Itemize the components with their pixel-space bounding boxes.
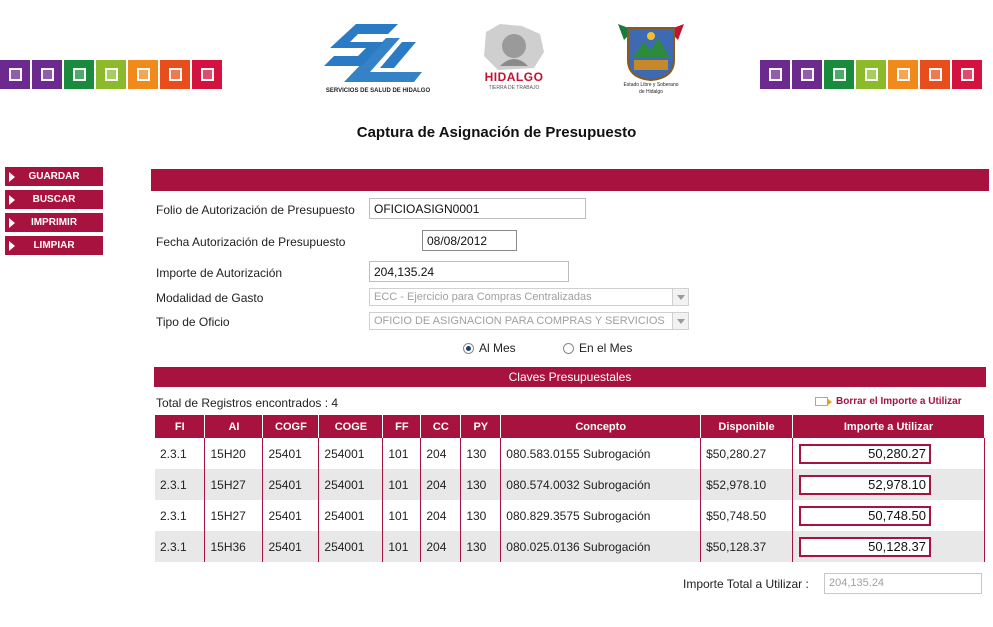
folio-input[interactable] <box>369 198 586 219</box>
cell-cc: 204 <box>421 438 461 469</box>
radio-al-mes[interactable] <box>463 341 516 355</box>
cell-fi: 2.3.1 <box>155 469 205 500</box>
square-icon <box>32 60 62 89</box>
square-icon <box>160 60 190 89</box>
modalidad-select[interactable] <box>369 288 689 306</box>
cell-disponible: $50,128.37 <box>701 531 793 562</box>
tipo-oficio-selected-value: OFICIO DE ASIGNACION PARA COMPRAS Y SERVICIOS <box>374 315 665 327</box>
cell-cc: 204 <box>421 531 461 562</box>
square-icon <box>760 60 790 89</box>
cell-py: 130 <box>461 500 501 531</box>
ssh-logo-caption: SERVICIOS DE SALUD DE HIDALGO <box>325 88 431 94</box>
cell-concepto: 080.829.3575 Subrogación <box>501 500 701 531</box>
cell-disponible: $50,748.50 <box>701 500 793 531</box>
cell-py: 130 <box>461 469 501 500</box>
column-header: Importe a Utilizar <box>793 415 985 438</box>
cell-disponible: $50,280.27 <box>701 438 793 469</box>
square-icon <box>96 60 126 89</box>
form-header-bar <box>151 169 989 191</box>
square-icon <box>192 60 222 89</box>
importe-total-field: 204,135.24 <box>824 573 982 594</box>
fecha-label: Fecha Autorización de Presupuesto <box>156 235 346 249</box>
folio-label: Folio de Autorización de Presupuesto <box>156 203 355 217</box>
arrow-right-icon <box>815 397 828 406</box>
decorative-squares-right <box>760 60 982 89</box>
ssh-logo <box>316 20 440 100</box>
radio-al-mes-label: Al Mes <box>479 341 516 355</box>
square-icon <box>856 60 886 89</box>
cell-importe <box>793 469 985 500</box>
square-icon <box>0 60 30 89</box>
claves-section-header: Claves Presupuestales <box>154 367 986 387</box>
fecha-input[interactable] <box>422 230 517 251</box>
column-header: AI <box>205 415 263 438</box>
imprimir-button[interactable]: IMPRIMIR <box>5 213 103 232</box>
tipo-oficio-label: Tipo de Oficio <box>156 315 230 329</box>
ssh-logo-icon <box>316 20 440 88</box>
shield-caption-line2: de Hidalgo <box>639 89 663 95</box>
cell-cc: 204 <box>421 469 461 500</box>
importe-utilizar-input[interactable] <box>799 475 931 495</box>
chevron-down-icon[interactable] <box>672 289 688 305</box>
cell-coge: 254001 <box>319 469 383 500</box>
radio-en-el-mes-label: En el Mes <box>579 341 633 355</box>
column-header: FF <box>383 415 421 438</box>
cell-ai: 15H27 <box>205 500 263 531</box>
cell-ff: 101 <box>383 531 421 562</box>
cell-ff: 101 <box>383 500 421 531</box>
modalidad-label: Modalidad de Gasto <box>156 291 264 305</box>
column-header: Concepto <box>501 415 701 438</box>
cell-ff: 101 <box>383 438 421 469</box>
table-row <box>155 500 985 531</box>
tipo-oficio-select[interactable] <box>369 312 689 330</box>
table-row <box>155 531 985 562</box>
radio-en-el-mes[interactable] <box>563 341 632 355</box>
column-header: FI <box>155 415 205 438</box>
importe-total-label: Importe Total a Utilizar : <box>683 577 809 591</box>
column-header: COGF <box>263 415 319 438</box>
table-header-row <box>155 415 985 438</box>
importe-utilizar-input[interactable] <box>799 506 931 526</box>
cell-ai: 15H20 <box>205 438 263 469</box>
column-header: PY <box>461 415 501 438</box>
cell-coge: 254001 <box>319 531 383 562</box>
buscar-button[interactable]: BUSCAR <box>5 190 103 209</box>
cell-cc: 204 <box>421 500 461 531</box>
cell-ai: 15H36 <box>205 531 263 562</box>
chevron-down-icon[interactable] <box>672 313 688 329</box>
cell-fi: 2.3.1 <box>155 500 205 531</box>
importe-label: Importe de Autorización <box>156 266 283 280</box>
square-icon <box>952 60 982 89</box>
cell-cogf: 25401 <box>263 438 319 469</box>
square-icon <box>128 60 158 89</box>
cell-fi: 2.3.1 <box>155 438 205 469</box>
cell-cogf: 25401 <box>263 500 319 531</box>
importe-utilizar-input[interactable] <box>799 537 931 557</box>
decorative-squares-left <box>0 60 222 89</box>
cell-concepto: 080.574.0032 Subrogación <box>501 469 701 500</box>
square-icon <box>792 60 822 89</box>
table-row <box>155 469 985 500</box>
hidalgo-portrait-icon <box>478 22 550 72</box>
claves-table <box>155 415 985 562</box>
hidalgo-logo-name: HIDALGO <box>484 70 544 84</box>
cell-importe <box>793 531 985 562</box>
square-icon <box>888 60 918 89</box>
borrar-importe-label: Borrar el Importe a Utilizar <box>836 396 962 407</box>
cell-coge: 254001 <box>319 438 383 469</box>
modalidad-selected-value: ECC - Ejercicio para Compras Centralizadas <box>374 291 592 303</box>
radio-unselected-icon[interactable] <box>563 343 574 354</box>
cell-concepto: 080.025.0136 Subrogación <box>501 531 701 562</box>
borrar-importe-link[interactable] <box>815 396 962 407</box>
table-row <box>155 438 985 469</box>
cell-importe <box>793 500 985 531</box>
shield-caption-line1: Estado Libre y Soberano <box>623 82 679 88</box>
cell-ai: 15H27 <box>205 469 263 500</box>
hidalgo-logo-tagline: TIERRA DE TRABAJO <box>488 85 540 91</box>
cell-coge: 254001 <box>319 500 383 531</box>
importe-input[interactable] <box>369 261 569 282</box>
cell-disponible: $52,978.10 <box>701 469 793 500</box>
total-registros-text: Total de Registros encontrados : 4 <box>156 396 339 410</box>
cell-importe <box>793 438 985 469</box>
cell-fi: 2.3.1 <box>155 531 205 562</box>
importe-utilizar-input[interactable] <box>799 444 931 464</box>
cell-py: 130 <box>461 438 501 469</box>
limpiar-button[interactable]: LIMPIAR <box>5 236 103 255</box>
square-icon <box>920 60 950 89</box>
cell-py: 130 <box>461 531 501 562</box>
column-header: COGE <box>319 415 383 438</box>
cell-cogf: 25401 <box>263 469 319 500</box>
guardar-button[interactable]: GUARDAR <box>5 167 103 186</box>
page-title: Captura de Asignación de Presupuesto <box>356 124 637 141</box>
cell-ff: 101 <box>383 469 421 500</box>
cell-concepto: 080.583.0155 Subrogación <box>501 438 701 469</box>
column-header: Disponible <box>701 415 793 438</box>
hidalgo-logo <box>478 22 550 100</box>
radio-selected-icon[interactable] <box>463 343 474 354</box>
shield-icon <box>614 20 688 82</box>
cell-cogf: 25401 <box>263 531 319 562</box>
hidalgo-shield-logo <box>614 20 688 100</box>
square-icon <box>824 60 854 89</box>
square-icon <box>64 60 94 89</box>
column-header: CC <box>421 415 461 438</box>
side-menu <box>5 167 103 259</box>
